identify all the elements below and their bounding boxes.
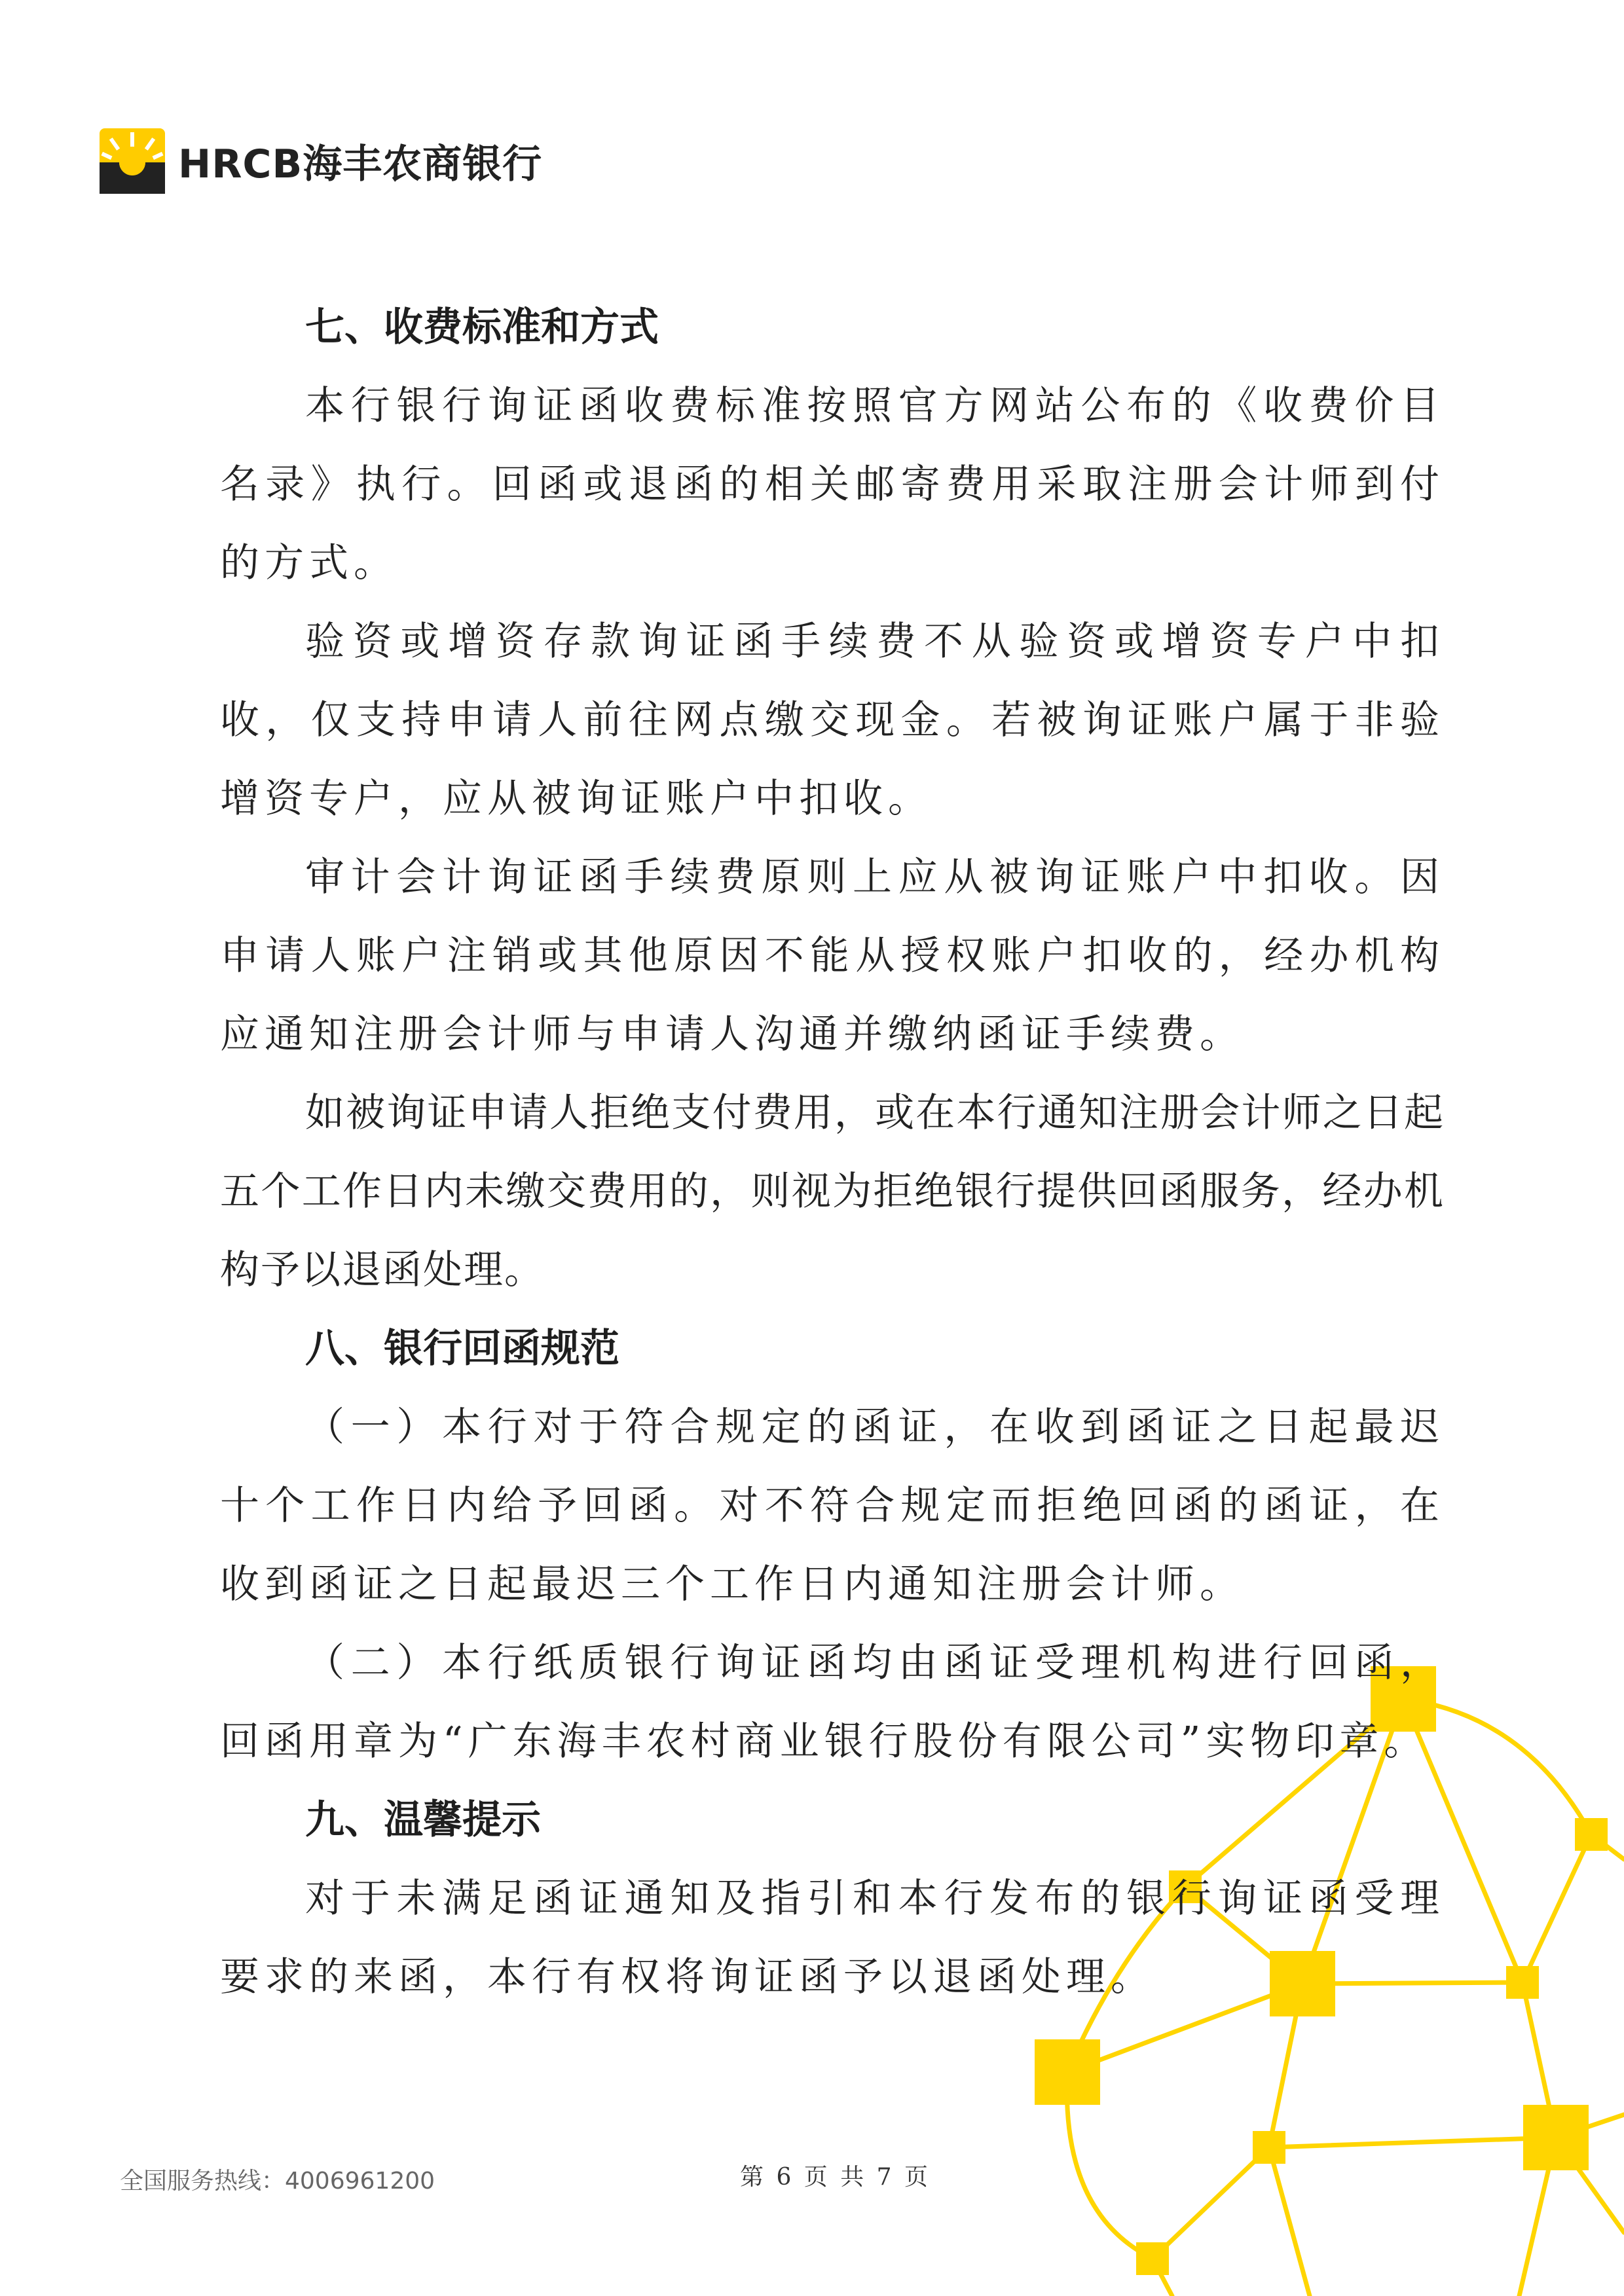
network-node bbox=[1253, 2131, 1285, 2164]
network-line bbox=[1269, 2147, 1310, 2296]
section-heading-reply: 八、银行回函规范 bbox=[305, 1326, 619, 1372]
bank-logo bbox=[100, 128, 542, 194]
paragraph: 如被询证申请人拒绝支付费用，或在本行通知注册会计师之日起五个工作日内未缴交费用的，则视为拒绝银行提供回函服务，经办机构予以退函处理。 bbox=[220, 1090, 1445, 1293]
brand-en: HRCB bbox=[178, 141, 303, 187]
page-number: 第 6 页 共 7 页 bbox=[740, 2164, 931, 2191]
network-line bbox=[1522, 1834, 1591, 1982]
paragraph: 本行银行询证函收费标准按照官方网站公布的《收费价目名录》执行。回函或退函的相关邮寄费用采取注册会计师到付的方式。 bbox=[220, 383, 1445, 586]
section-heading-tips: 九、温馨提示 bbox=[305, 1797, 541, 1843]
network-line bbox=[1153, 2147, 1269, 2259]
paragraph: 审计会计询证函手续费原则上应从被询证账户中扣收。因申请人账户注销或其他原因不能从授权账户扣收的，经办机构应通知注册会计师与申请人沟通并缴纳函证手续费。 bbox=[220, 854, 1445, 1057]
brand-name bbox=[178, 133, 542, 189]
network-node bbox=[1035, 2039, 1100, 2105]
network-node bbox=[1575, 1818, 1608, 1851]
paragraph: （一）本行对于符合规定的函证，在收到函证之日起最迟十个工作日内给予回函。对不符合规定而拒绝回函的函证，在收到函证之日起最迟三个工作日内通知注册会计师。 bbox=[220, 1404, 1445, 1607]
network-node bbox=[1506, 1966, 1539, 1999]
network-node bbox=[1136, 2242, 1169, 2275]
network-node bbox=[1523, 2105, 1589, 2170]
brand-cn: 海丰农商银行 bbox=[303, 141, 543, 187]
paragraph: 验资或增资存款询证函手续费不从验资或增资专户中扣收，仅支持申请人前往网点缴交现金。若被询证账户属于非验增资专户，应从被询证账户中扣收。 bbox=[220, 619, 1445, 822]
paragraph: 对于未满足函证通知及指引和本行发布的银行询证函受理要求的来函，本行有权将询证函予以退函处理。 bbox=[220, 1876, 1445, 2000]
service-hotline: 全国服务热线：4006961200 bbox=[120, 2168, 435, 2195]
document-body bbox=[220, 288, 1445, 2016]
sun-logo-icon bbox=[100, 128, 165, 194]
section-heading-fees: 七、收费标准和方式 bbox=[305, 304, 659, 350]
network-line bbox=[1269, 2138, 1556, 2147]
paragraph: （二）本行纸质银行询证函均由函证受理机构进行回函，回函用章为“广东海丰农村商业银行股份有限公司”实物印章。 bbox=[220, 1640, 1445, 1764]
